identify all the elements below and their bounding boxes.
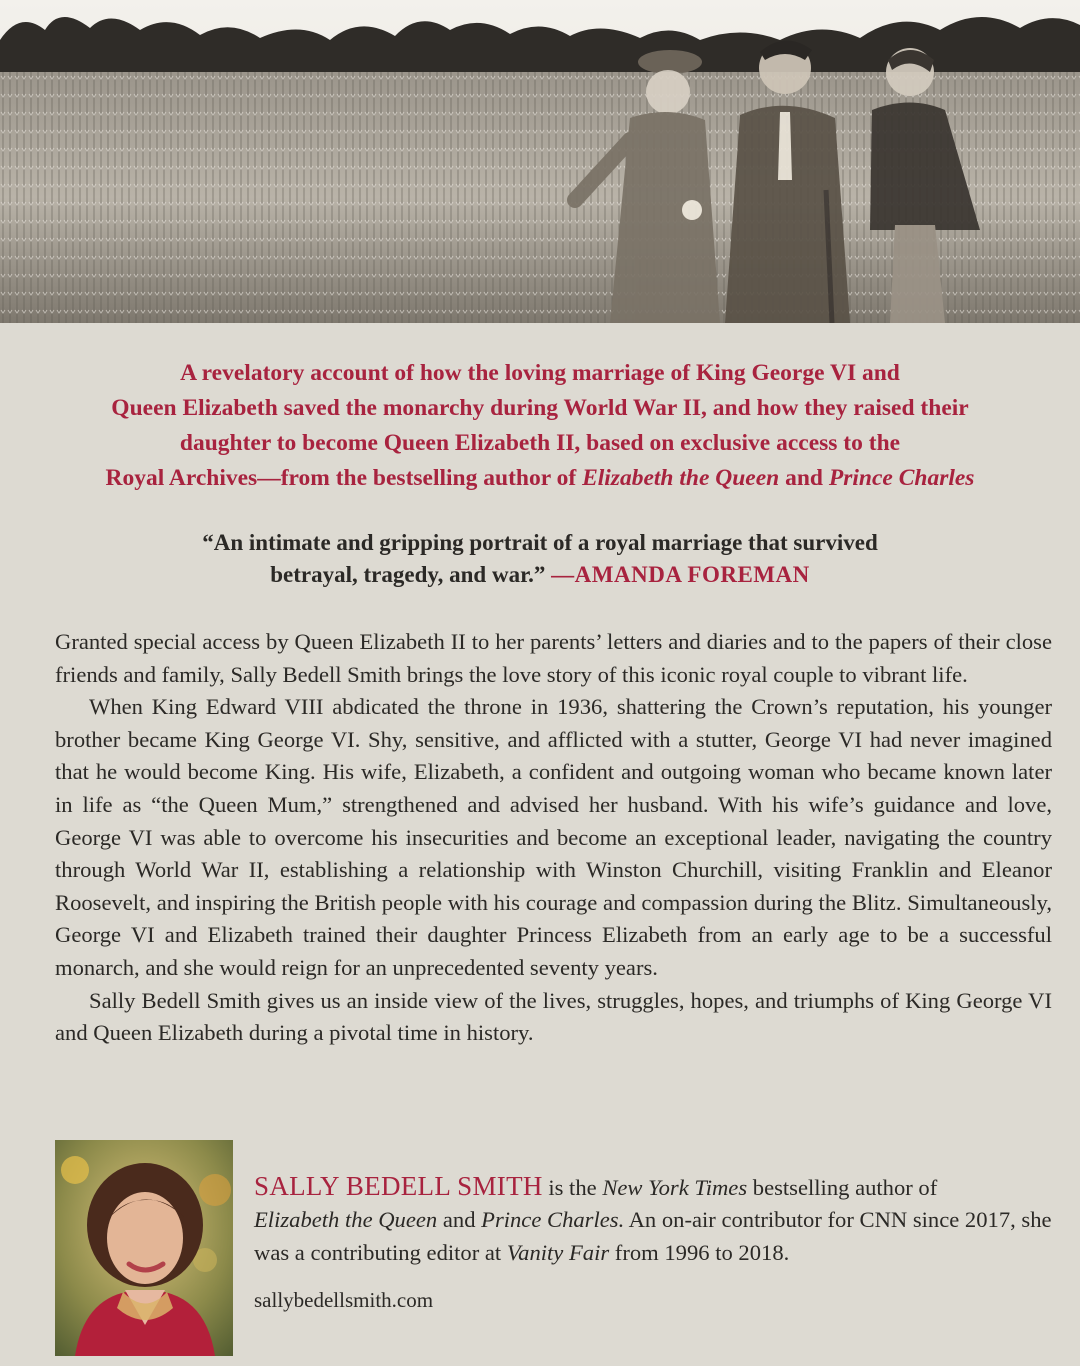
blurb-quote (60, 527, 1020, 591)
quote-line: “An intimate and gripping portrait of a royal marriage that survived (202, 530, 878, 555)
tagline-text: and (779, 465, 829, 491)
book-title: Prince Charles (828, 465, 975, 491)
tagline-text: Royal Archives—from the bestselling author of (105, 465, 583, 491)
author-website[interactable]: sallybedellsmith.com (254, 1288, 434, 1312)
quote-text: betrayal, tragedy, and war.” (270, 562, 552, 587)
tagline (40, 356, 1040, 496)
author-portrait-icon (55, 1140, 233, 1356)
description-paragraph: When King Edward VIII abdicated the throne in 1936, shattering the Crown’s reputation, his younger brother became King George VI. Shy, sensitive, and afflicted with a stutter, George VI had never imagined that he would become King. His wife, Elizabeth, a confident and outgoing woman who became known later in life as “the Queen Mum,” strengthened and advised her husband. With his wife’s guidance and love, George VI was able to overcome his insecurities and become an exceptional leader, navigating the country through World War II, establishing a relationship with Winston Churchill, visiting Franklin and Eleanor Roosevelt, and inspiring the British people with his courage and compassion during the Blitz. Simultaneously, George VI and Elizabeth trained their daughter Princess Elizabeth from an early age to be a successful monarch, and she would reign for an unprecedented seventy years. (55, 694, 1052, 980)
bio-text: An on-air contributor for CNN since 2017, she was a contributing editor at (254, 1207, 1052, 1265)
description (55, 626, 1052, 1050)
description-paragraph: Sally Bedell Smith gives us an inside view of the lives, struggles, hopes, and triumphs of King George VI and Queen Elizabeth during a pivotal time in history. (55, 987, 1052, 1046)
bio-text: from 1996 to 2018. (609, 1239, 790, 1265)
author-bio (254, 1170, 1054, 1269)
bio-text: bestselling author of (747, 1175, 938, 1200)
book-title: Prince Charles. (481, 1207, 625, 1233)
bio-text: is the (542, 1175, 603, 1200)
tagline-line (40, 461, 1040, 496)
quote-line (60, 559, 1020, 591)
royal-family-photo-icon (0, 0, 1080, 323)
description-paragraph: Granted special access by Queen Elizabeth II to her parents’ letters and diaries and to the papers of their close friends and family, Sally Bedell Smith brings the love story of this iconic royal couple to vibrant life. (55, 629, 1052, 687)
tagline-line: Queen Elizabeth saved the monarchy during World War II, and how they raised their (111, 395, 969, 421)
tagline-line: A revelatory account of how the loving marriage of King George VI and (180, 360, 900, 386)
quote-attribution: —AMANDA FOREMAN (551, 562, 810, 587)
publication-title: Vanity Fair (506, 1239, 610, 1265)
book-title: Elizabeth the Queen (582, 465, 780, 491)
publication-title: New York Times (602, 1175, 748, 1200)
cover-photo (0, 0, 1080, 323)
book-title: Elizabeth the Queen (254, 1207, 438, 1233)
bio-text: and (437, 1207, 482, 1233)
author-name: SALLY BEDELL SMITH (254, 1171, 543, 1201)
tagline-line: daughter to become Queen Elizabeth II, based on exclusive access to the (179, 430, 901, 456)
author-photo (55, 1140, 233, 1356)
